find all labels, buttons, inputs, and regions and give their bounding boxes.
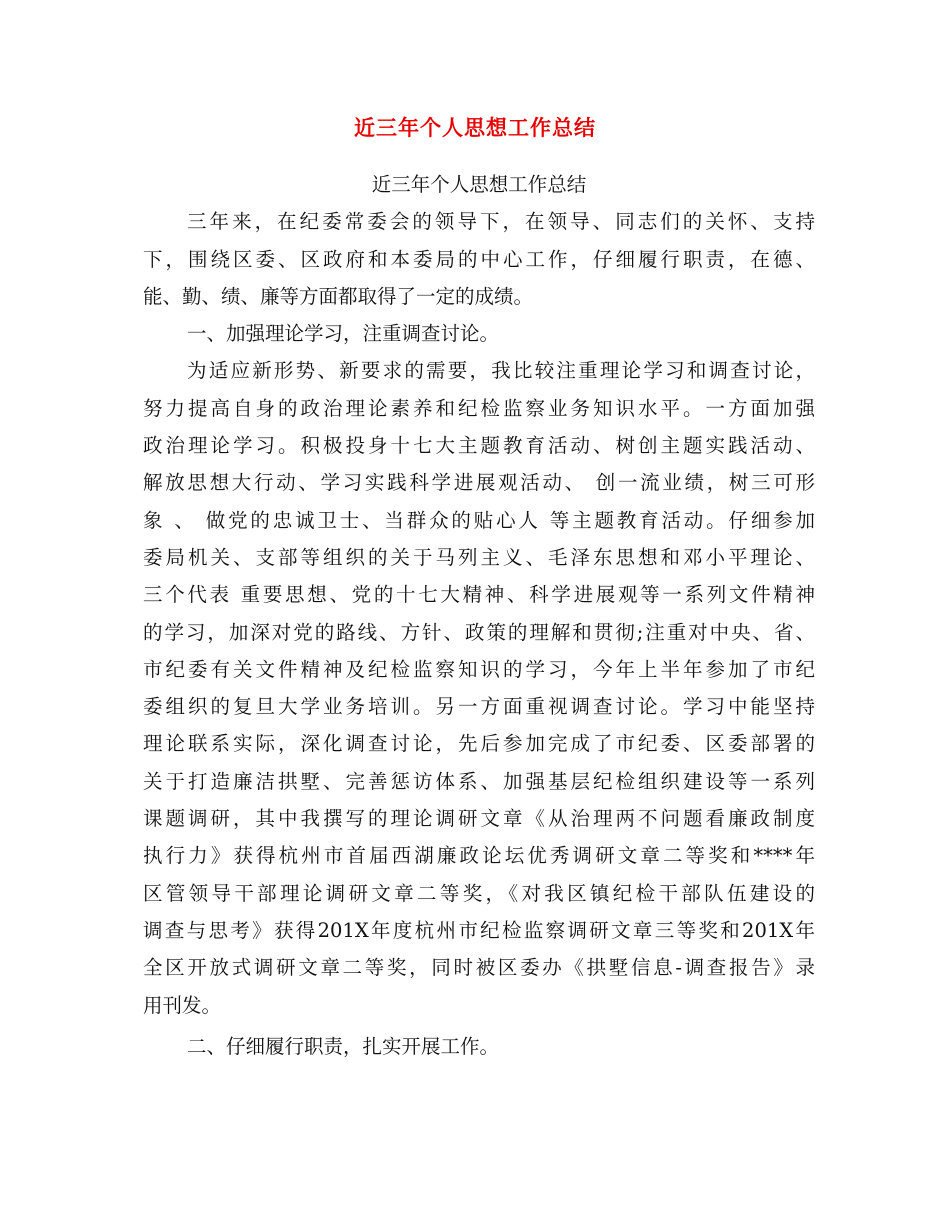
paragraph-line: 的学习，加深对党的路线、方针、政策的理解和贯彻;注重对中央、省、	[143, 620, 815, 644]
paragraph-theory-study	[143, 352, 815, 1023]
paragraph-line: 市纪委有关文件精神及纪检监察知识的学习，今年上半年参加了市纪	[143, 657, 815, 681]
section-heading-2: 二、仔细履行职责，扎实开展工作。	[187, 1034, 500, 1058]
section-heading-1: 一、加强理论学习，注重调查讨论。	[187, 322, 500, 346]
document-subtitle: 近三年个人思想工作总结	[371, 173, 587, 196]
paragraph-line: 执行力》获得杭州市首届西湖廉政论坛优秀调研文章二等奖和****年	[143, 844, 815, 868]
document-title: 近三年个人思想工作总结	[354, 115, 596, 140]
paragraph-line: 课题调研，其中我撰写的理论调研文章《从治理两不问题看廉政制度	[143, 807, 815, 831]
paragraph-line: 三个代表 重要思想、党的十七大精神、科学进展观等一系列文件精神	[143, 583, 815, 607]
paragraph-line: 用刊发。	[143, 993, 222, 1017]
paragraph-line: 关于打造廉洁拱墅、完善惩访体系、加强基层纪检组织建设等一系列	[143, 769, 815, 793]
paragraph-line: 调查与思考》获得201X年度杭州市纪检监察调研文章三等奖和201X年	[143, 918, 815, 942]
paragraph-line: 下，围绕区委、区政府和本委局的中心工作，仔细履行职责，在德、	[143, 247, 815, 271]
paragraph-line: 为适应新形势、新要求的需要，我比较注重理论学习和调查讨论，	[187, 359, 815, 383]
document-body	[143, 166, 815, 1065]
paragraph-line: 努力提高自身的政治理论素养和纪检监察业务知识水平。一方面加强	[143, 396, 815, 420]
paragraph-line: 政治理论学习。积极投身十七大主题教育活动、树创主题实践活动、	[143, 434, 815, 458]
paragraph-line: 全区开放式调研文章二等奖，同时被区委办《拱墅信息-调查报告》录	[143, 956, 815, 980]
paragraph-intro	[143, 203, 815, 315]
paragraph-line: 象 、 做党的忠诚卫士、当群众的贴心人 等主题教育活动。仔细参加	[143, 508, 815, 532]
paragraph-line: 解放思想大行动、学习实践科学进展观活动、 创一流业绩，树三可形	[143, 471, 815, 495]
paragraph-line: 区管领导干部理论调研文章二等奖，《对我区镇纪检干部队伍建设的	[143, 881, 815, 905]
paragraph-line: 委局机关、支部等组织的关于马列主义、毛泽东思想和邓小平理论、	[143, 545, 815, 569]
paragraph-line: 委组织的复旦大学业务培训。另一方面重视调查讨论。学习中能坚持	[143, 695, 815, 719]
paragraph-line: 能、勤、绩、廉等方面都取得了一定的成绩。	[143, 284, 534, 308]
paragraph-line: 理论联系实际，深化调查讨论，先后参加完成了市纪委、区委部署的	[143, 732, 815, 756]
paragraph-line: 三年来，在纪委常委会的领导下，在领导、同志们的关怀、支持	[187, 210, 815, 234]
